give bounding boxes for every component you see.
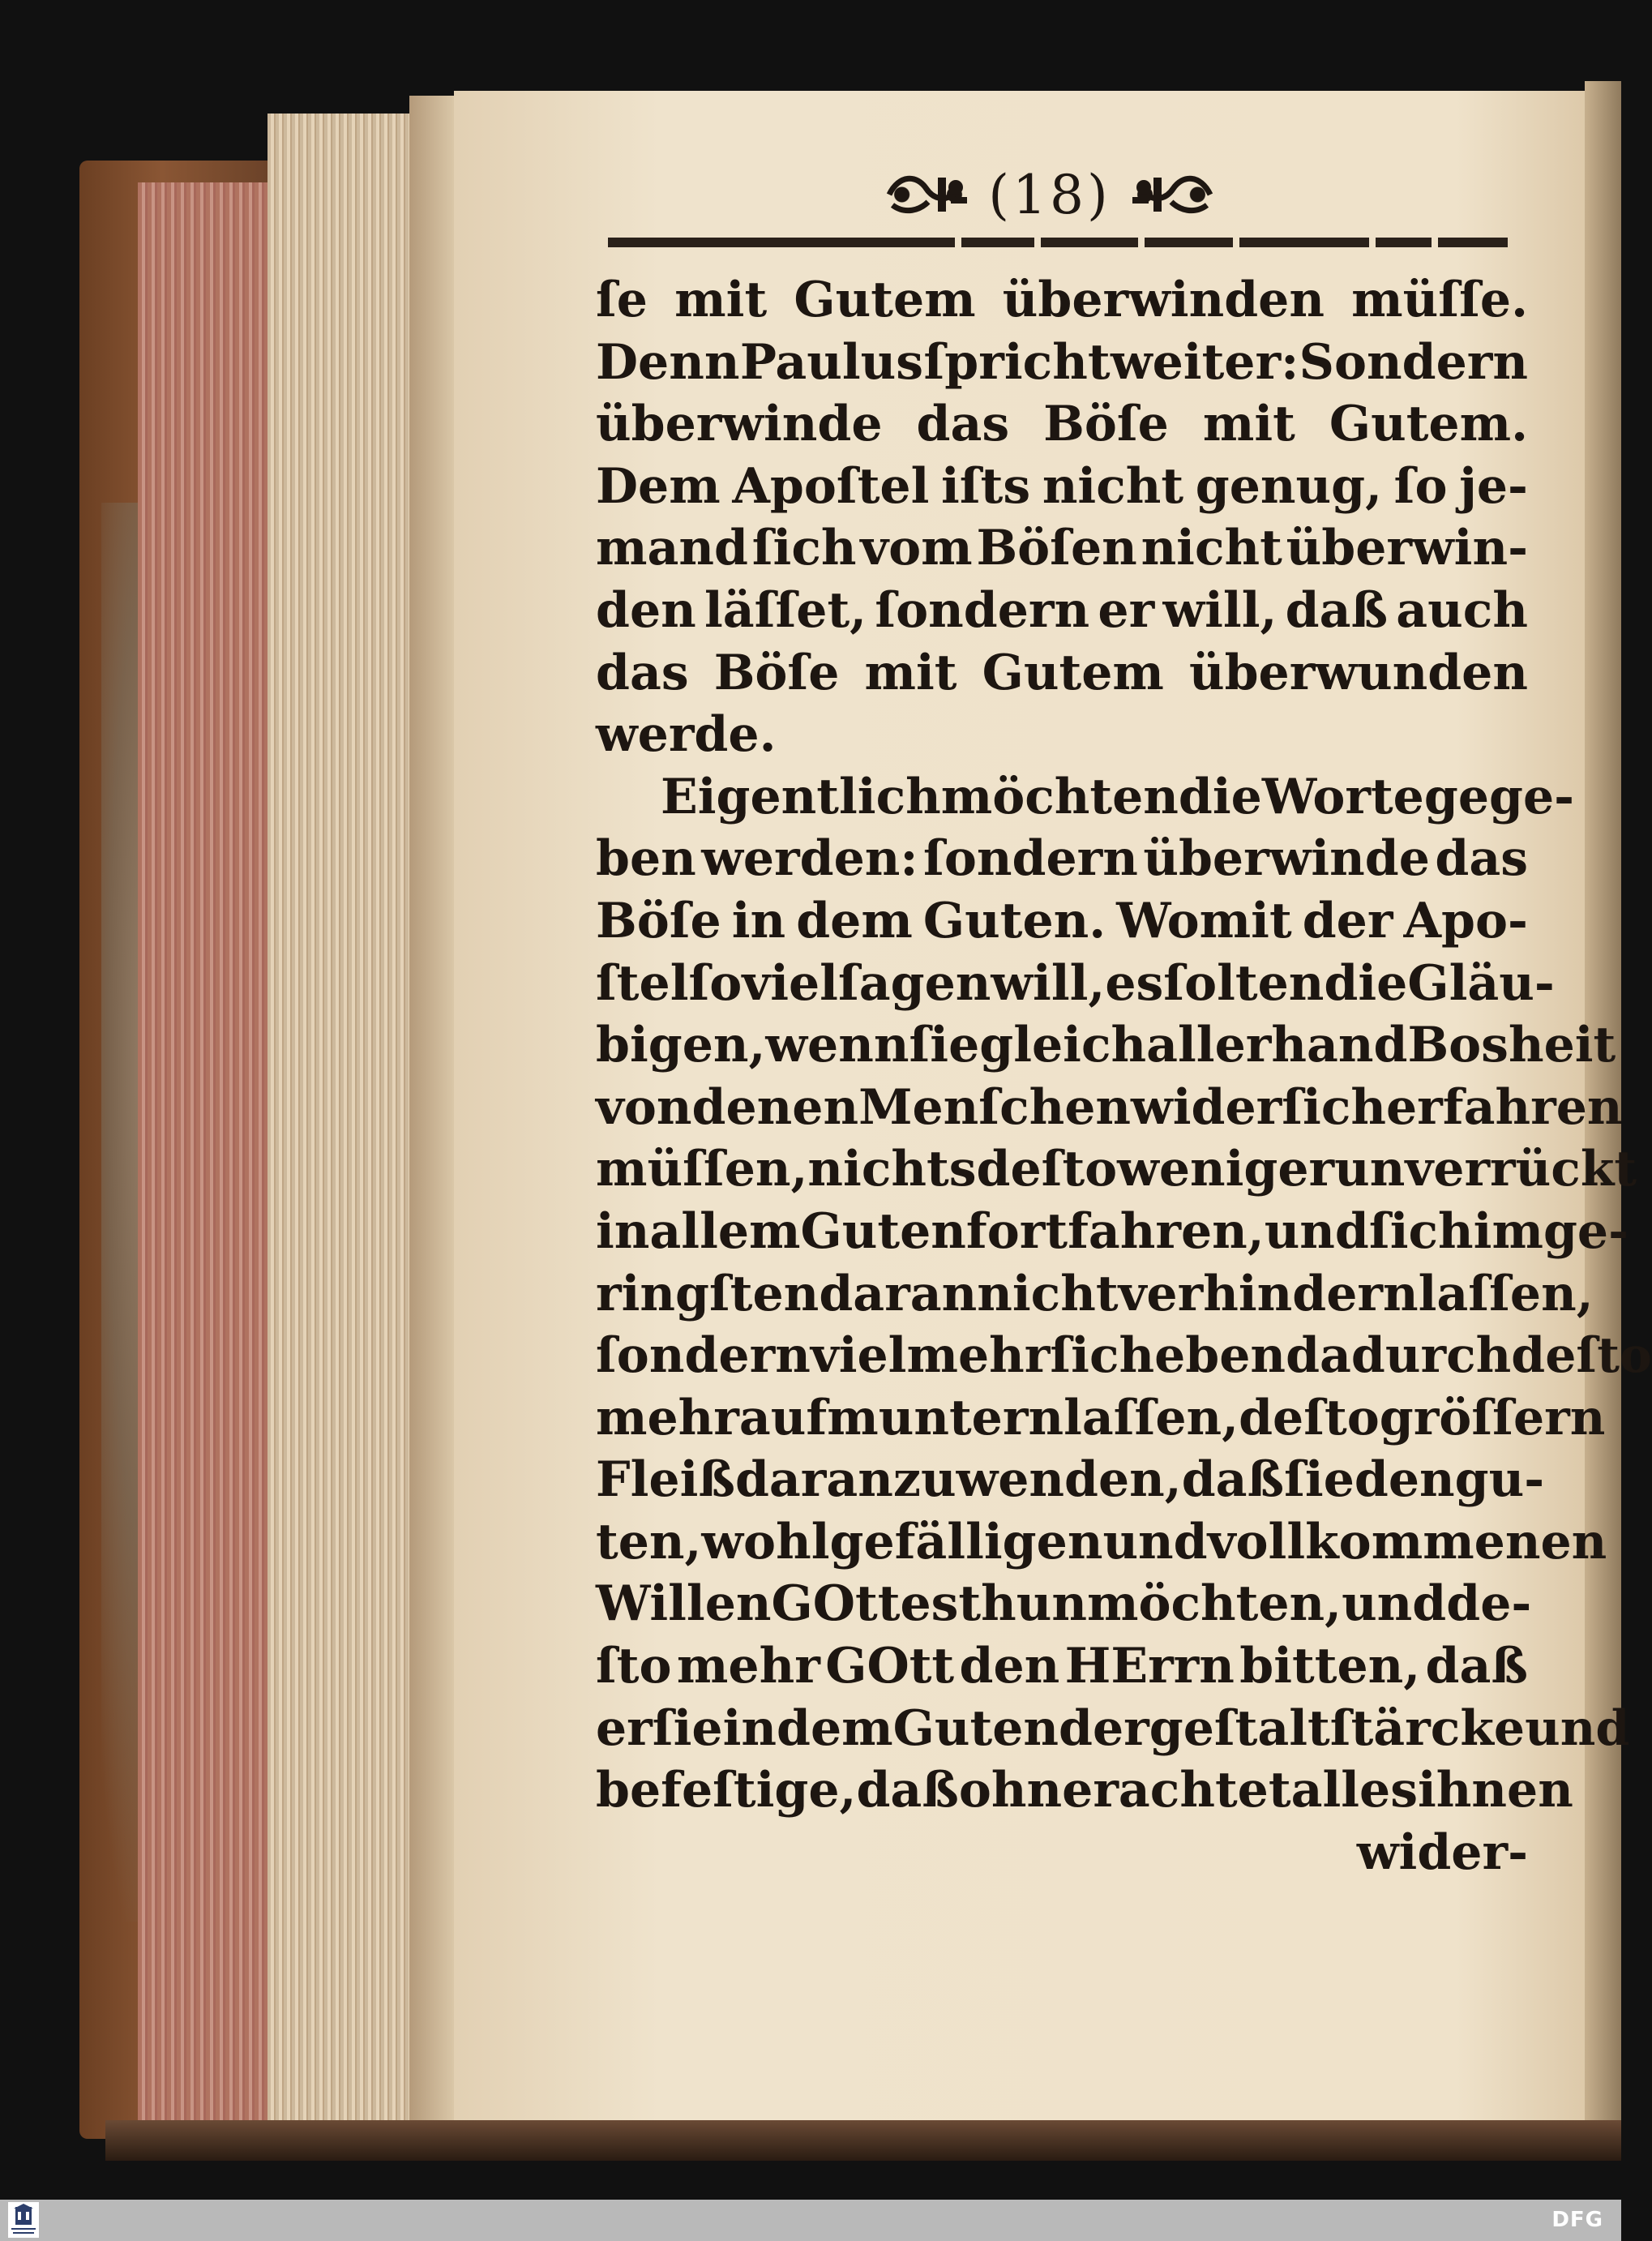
word: ſagen [837, 954, 991, 1012]
word: nicht [977, 1265, 1119, 1322]
text-line [596, 890, 1528, 953]
word: ſich [1368, 1202, 1474, 1260]
word: daß [856, 1762, 959, 1819]
word: daran [819, 1265, 978, 1322]
word: de- [1446, 1575, 1532, 1633]
word: deſto [1511, 1327, 1652, 1385]
word: allem [649, 1202, 801, 1260]
word: mit [864, 644, 957, 701]
word: mit [1202, 396, 1295, 453]
word: er [1098, 581, 1155, 639]
word: den [596, 581, 696, 639]
word: Guten. [922, 892, 1106, 949]
word: ſo [688, 954, 743, 1012]
word: möchten, [1087, 1575, 1342, 1633]
word: überwinde [1143, 830, 1430, 888]
word: überwinden [1002, 272, 1325, 328]
word: läſſet, [704, 581, 867, 639]
word: thun [958, 1575, 1087, 1633]
word: und [1342, 1575, 1447, 1633]
word: Gutem. [1329, 396, 1528, 453]
word: der [1302, 892, 1393, 949]
word: GOttes [771, 1575, 959, 1633]
word: erfahren [1386, 1078, 1623, 1136]
word: Worte [1261, 768, 1424, 825]
word: denen [691, 1078, 859, 1136]
word: Womit [1116, 892, 1292, 949]
word: Gläu- [1407, 954, 1555, 1012]
right-ornament-icon [1128, 169, 1215, 220]
word: werden: [701, 830, 918, 888]
word: daß [1181, 1451, 1285, 1509]
word: laſſen, [1418, 1265, 1594, 1322]
word: überwin- [1286, 520, 1528, 577]
catchword: wider- [1356, 1823, 1528, 1881]
library-logo-icon [8, 2202, 39, 2238]
text-line [596, 1449, 1545, 1511]
word: ſich [1282, 1078, 1386, 1136]
word: er [596, 1699, 653, 1757]
word: ten, [596, 1513, 702, 1570]
page-header [855, 154, 1244, 235]
word: ben [596, 830, 696, 888]
word: eben [1154, 1327, 1286, 1385]
word: Willen [596, 1575, 772, 1633]
word: überwinde [596, 396, 883, 453]
word: daß [1285, 581, 1389, 639]
word: dem [796, 892, 913, 949]
word: ge- [1543, 1202, 1628, 1260]
word: will, [1162, 581, 1278, 639]
word: verhindern [1118, 1265, 1419, 1322]
word: es [1105, 954, 1164, 1012]
word: das [596, 644, 689, 701]
word: iſts [941, 457, 1031, 515]
word: das [1435, 830, 1528, 888]
word: wohlgefälligen [701, 1513, 1103, 1570]
word: im [1473, 1202, 1543, 1260]
word: befeſtige, [596, 1762, 857, 1819]
page-text [596, 269, 1652, 1883]
page-edges [267, 114, 422, 2124]
word: je- [1459, 457, 1528, 515]
word: weiter: [1110, 333, 1299, 391]
header-rule [608, 238, 1508, 249]
text-line [596, 269, 1528, 332]
word: überwunden [1188, 644, 1528, 701]
word: und [1525, 1699, 1630, 1757]
word: ſich [1050, 1327, 1155, 1385]
word: ſie [652, 1699, 723, 1757]
word: mand [596, 520, 748, 577]
text-line [596, 828, 1528, 890]
word: nicht [1042, 457, 1184, 515]
word: müſſen, [596, 1141, 808, 1198]
word: ſto [596, 1638, 672, 1695]
word: dadurch [1286, 1327, 1512, 1385]
word: das [916, 396, 1010, 453]
text-line [596, 1635, 1528, 1698]
word: ſie [909, 1017, 980, 1074]
text-line [596, 1077, 1623, 1139]
word: daß [1425, 1638, 1528, 1695]
text-line [596, 1138, 1637, 1201]
text-line [596, 1263, 1594, 1326]
word: Menſchen [858, 1078, 1132, 1136]
word: wider [1131, 1078, 1282, 1136]
text-line [596, 517, 1528, 580]
word: genug, [1195, 457, 1382, 515]
word: GOtt [825, 1638, 955, 1695]
text-line [596, 1325, 1652, 1387]
word: Paulus [739, 333, 924, 391]
word: ſondern [596, 1327, 811, 1385]
word: ſondern [923, 830, 1138, 888]
word: die [1178, 768, 1262, 825]
word: bigen, [596, 1017, 766, 1074]
text-line [596, 1014, 1616, 1077]
word: Sondern [1299, 333, 1528, 391]
word: ſich [751, 520, 857, 577]
word: in [731, 892, 786, 949]
word: Guten [800, 1202, 966, 1260]
text-line [596, 393, 1528, 456]
text-line [596, 456, 1528, 518]
word: ſe [596, 272, 648, 328]
word: bitten, [1239, 1638, 1421, 1695]
word: will, [991, 954, 1106, 1012]
word: dem [777, 1699, 893, 1757]
word: ſondern [875, 581, 1090, 639]
word: ringſten [596, 1265, 820, 1322]
word: HErrn [1064, 1638, 1235, 1695]
text-line [596, 580, 1528, 642]
word: gleich [979, 1017, 1147, 1074]
word: nicht [1141, 520, 1282, 577]
word: gröſſern [1379, 1389, 1606, 1446]
word: ſolten [1163, 954, 1325, 1012]
text-line [596, 1698, 1630, 1760]
word: mit [674, 272, 768, 328]
word: nichts [807, 1141, 977, 1198]
left-ornament-icon [884, 169, 972, 220]
text-line [596, 642, 1528, 705]
word: auch [1396, 581, 1528, 639]
word: Denn [596, 333, 740, 391]
page-bottom-shadow [105, 2120, 1621, 2161]
page-number: (18) [988, 163, 1111, 226]
word: ſo [1393, 457, 1448, 515]
word: in [596, 1202, 650, 1260]
word: Apo- [1403, 892, 1528, 949]
word: Böſe [596, 892, 721, 949]
text-line [596, 1387, 1606, 1450]
word: vom [860, 520, 973, 577]
word: ohnerachtet [958, 1762, 1291, 1819]
word: den [959, 1638, 1060, 1695]
word: möchten [940, 768, 1179, 825]
word: Gutem [982, 644, 1164, 701]
text-line [596, 1573, 1532, 1635]
word: vielmehr [810, 1327, 1051, 1385]
word: und [1102, 1513, 1208, 1570]
dfg-logo: DFG [1551, 2208, 1603, 2232]
word: wenn [765, 1017, 909, 1074]
word: vollkommenen [1207, 1513, 1607, 1570]
word: die [1324, 954, 1408, 1012]
text-line [596, 332, 1528, 394]
word: unverrückt [1334, 1141, 1637, 1198]
word: zu [892, 1451, 957, 1509]
word: Böſe [1043, 396, 1169, 453]
viewer-footer [0, 2200, 1621, 2241]
text-line [596, 1759, 1573, 1822]
word: ſie [1284, 1451, 1355, 1509]
word: deſto [1239, 1389, 1380, 1446]
word: viel [742, 954, 838, 1012]
word: deſto [976, 1141, 1118, 1198]
word: von [596, 1078, 692, 1136]
text-line [596, 766, 1575, 829]
word: Apoſtel [732, 457, 930, 515]
word: Böſen [976, 520, 1137, 577]
word: Guten [892, 1699, 1059, 1757]
word: dergeſtalt [1059, 1699, 1330, 1757]
word: fortfahren, [965, 1202, 1265, 1260]
word: mehr [676, 1638, 820, 1695]
word: den [1354, 1451, 1455, 1509]
word: Eigentlich [661, 768, 941, 825]
word: allerhand [1146, 1017, 1408, 1074]
word: aufmuntern [738, 1389, 1064, 1446]
word: alles [1290, 1762, 1418, 1819]
word: Dem [596, 457, 721, 515]
word: wenden, [956, 1451, 1182, 1509]
word: Böſe [713, 644, 840, 701]
text-line [596, 1201, 1628, 1263]
word: ſtärcke [1329, 1699, 1526, 1757]
word: gege- [1423, 768, 1575, 825]
word: ihnen [1417, 1762, 1573, 1819]
word: ſtel [596, 954, 689, 1012]
text-line [596, 1511, 1607, 1574]
text-line [596, 953, 1555, 1015]
word: Gutem [794, 272, 976, 328]
word: müſſe. [1351, 272, 1528, 328]
word: weniger [1117, 1141, 1335, 1198]
word: in [722, 1699, 777, 1757]
word: Fleiß [596, 1451, 735, 1509]
word: daran [734, 1451, 893, 1509]
word: gu- [1454, 1451, 1545, 1509]
word: Bosheit [1407, 1017, 1616, 1074]
word: laſſen, [1064, 1389, 1239, 1446]
text-line: werde. [596, 706, 777, 764]
word: ſpricht [923, 333, 1111, 391]
word: mehr [596, 1389, 739, 1446]
word: und [1264, 1202, 1369, 1260]
